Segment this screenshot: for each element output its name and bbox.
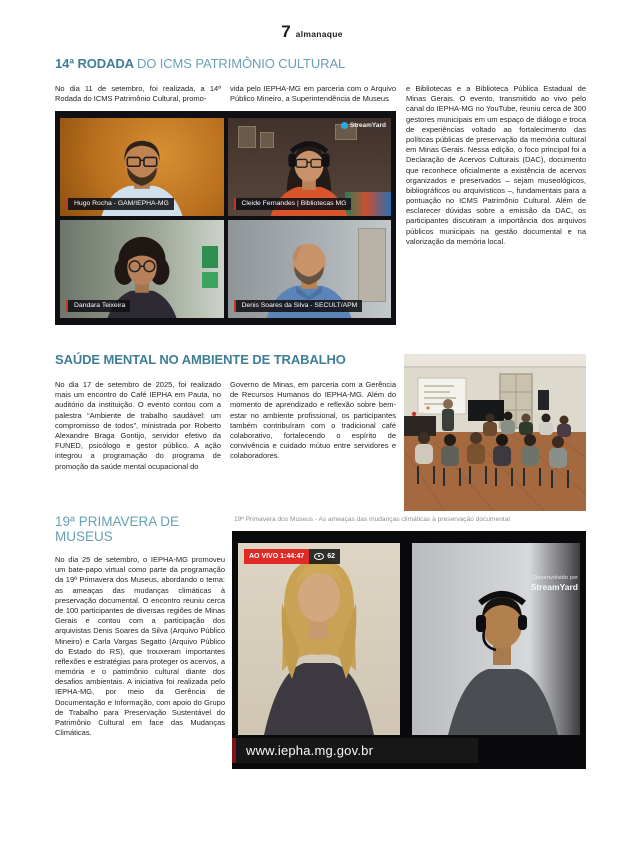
participant-name-label: Hugo Rocha - GAM/IEPHA-MG <box>66 198 174 211</box>
article-primavera-left <box>55 514 225 738</box>
ceiling <box>404 354 586 366</box>
website-url: www.iepha.mg.gov.br <box>246 743 374 758</box>
article-paragraph: Governo de Minas, em parceria com a Gerência de Recursos Humanos do IEPHA-MG. Além do momento de aprendizado e reflexão sobre bem-estar no ambiente profissional, os participantes também contribuíram com o tradicional café colaborativo, fortalecendo o espírito de convivência e cuidado mútuo entre servidores e colaboradores. <box>230 380 396 461</box>
green-poster <box>202 272 218 288</box>
participant-name-label: Dandara Teixeira <box>66 300 130 313</box>
article-paragraph: No dia 11 de setembro, foi realizada, a 14ª Rodada do ICMS Patrimônio Cultural, promo- <box>55 84 221 104</box>
article-icms-title-bold: 14ª RODADA <box>55 56 134 71</box>
brand-name: almanaque <box>295 29 343 39</box>
eye-icon <box>314 553 324 560</box>
video-participant-tile <box>60 220 224 318</box>
article-icms-body <box>55 84 586 325</box>
lecture-room-illustration <box>404 354 586 511</box>
streamyard-watermark <box>341 122 386 129</box>
streamyard-brand-text: StreamYard <box>530 582 578 593</box>
live-stream-screenshot <box>232 516 586 769</box>
article-saude-title: SAÚDE MENTAL NO AMBIENTE DE TRABALHO <box>55 352 346 367</box>
article-saude <box>55 352 586 472</box>
page-header <box>0 22 624 42</box>
article-paragraph: vida pelo IEPHA-MG em parceria com o Arquivo Público Mineiro, a Superintendência de Museus <box>230 84 396 104</box>
streamyard-logo-icon <box>341 122 348 129</box>
video-player <box>232 531 586 769</box>
projection-screen <box>418 378 466 414</box>
url-accent-bar <box>232 738 236 763</box>
article-primavera-title: 19ª PRIMAVERA DE MUSEUS <box>55 514 180 544</box>
person-avatar-icon <box>412 543 580 735</box>
video-participant-tile <box>228 220 392 318</box>
speaker <box>538 390 549 410</box>
article-paragraph: No dia 25 de setembro, o IEPHA-MG promoveu um bate-papo virtual como parte da programação da 19ª Primavera dos Museus, abordando o tema: as ameaças das mudanças climáticas à preservação documental. O encontro reuniu cerca de 100 participantes de diversas regiões de Minas Gerais e contou com a participação dos arquivistas Denis Soares da Silva (Arquivo Público Mineiro) e Carla Vargas Segatto (Arquivo Público do Estado do RS), que trouxeram importantes reflexões e estratégias para proteger os acervos, a memória e o patrimônio cultural diante dos desafios ambientais. A iniciativa foi realizada pelo IEPHA-MG, por meio da Gerência de Documentação e Informação, com apoio do Grupo de Trabalho para Preservação Sustentável do Patrimônio Cultural em face das Mudanças Climáticas. <box>55 555 225 738</box>
lecture-room-photo <box>404 354 586 511</box>
page-number: 7 <box>281 22 291 41</box>
viewer-count-badge <box>309 549 340 564</box>
participant-name-label: Cleide Fernandes | Bibliotecas MG <box>234 198 352 211</box>
video-feed-woman <box>238 543 400 735</box>
person-avatar-icon <box>238 543 400 735</box>
streamyard-watermark <box>531 575 578 593</box>
viewer-count: 62 <box>327 553 336 560</box>
article-paragraph: e Bibliotecas e a Biblioteca Pública Estadual de Minas Gerais. O evento, transmitido ao vivo pelo canal do IEPHA-MG no YouTube, reuniu cerca de 300 gestores municipais em um espaço de diálogo e troca de experiências voltado ao fortalecimento das políticas públicas de preservação da memória cultural em Minas Gerais. Nessa edição, o foco principal foi a Declaração de Acervos Culturais (DAC), documento que reconhece oficialmente a existência de acervos organizados e preservados – sejam museológicos, bibliográficos ou arquivísticos –, fundamentais para a pontuação no ICMS Patrimônio Cultural. Além de esclarecer dúvidas sobre a emissão da DAC, os participantes discutiram a importância dos arquivos públicos municipais na gestão documental e na valorização da memória local. <box>406 84 586 246</box>
article-icms-left <box>55 84 396 325</box>
url-banner <box>232 738 478 763</box>
participant-name-label: Denis Soares da Silva - SECULT/APM <box>234 300 363 313</box>
video-feed-man <box>412 543 580 735</box>
powered-by-text: Desenvolvido por <box>533 575 578 581</box>
video-caption: 19ª Primavera dos Museus - As ameaças das mudanças climáticas à preservação documental <box>234 516 510 523</box>
video-participant-tile <box>60 118 224 216</box>
article-icms-title <box>55 56 586 71</box>
article-icms-columns <box>55 84 396 104</box>
presenter <box>442 399 454 431</box>
streamyard-watermark-text: StreamYard <box>349 122 386 130</box>
article-primavera <box>55 514 586 758</box>
green-poster <box>202 246 218 268</box>
molding <box>404 366 586 368</box>
article-paragraph: No dia 17 de setembro de 2025, foi realizado mais um encontro do Café IEPHA em Pauta, no auditório da instituição. O evento contou com a palestra “Ambiente de trabalho saudável: um compromisso de todos”, ministrada por Roberto Alexandre Braga Gontijo, servidor efetivo da FUNED, psicólogo e gestor público. A ação integrou a programação do programa de promoção da saúde mental ocupacional do <box>55 380 221 471</box>
article-icms <box>55 56 586 325</box>
live-label: AO VIVO 1:44:47 <box>244 549 309 564</box>
live-badge <box>244 549 340 564</box>
video-call-screenshot <box>55 111 396 325</box>
article-icms-title-light: DO ICMS PATRIMÔNIO CULTURAL <box>136 56 346 71</box>
video-participant-tile <box>228 118 392 216</box>
